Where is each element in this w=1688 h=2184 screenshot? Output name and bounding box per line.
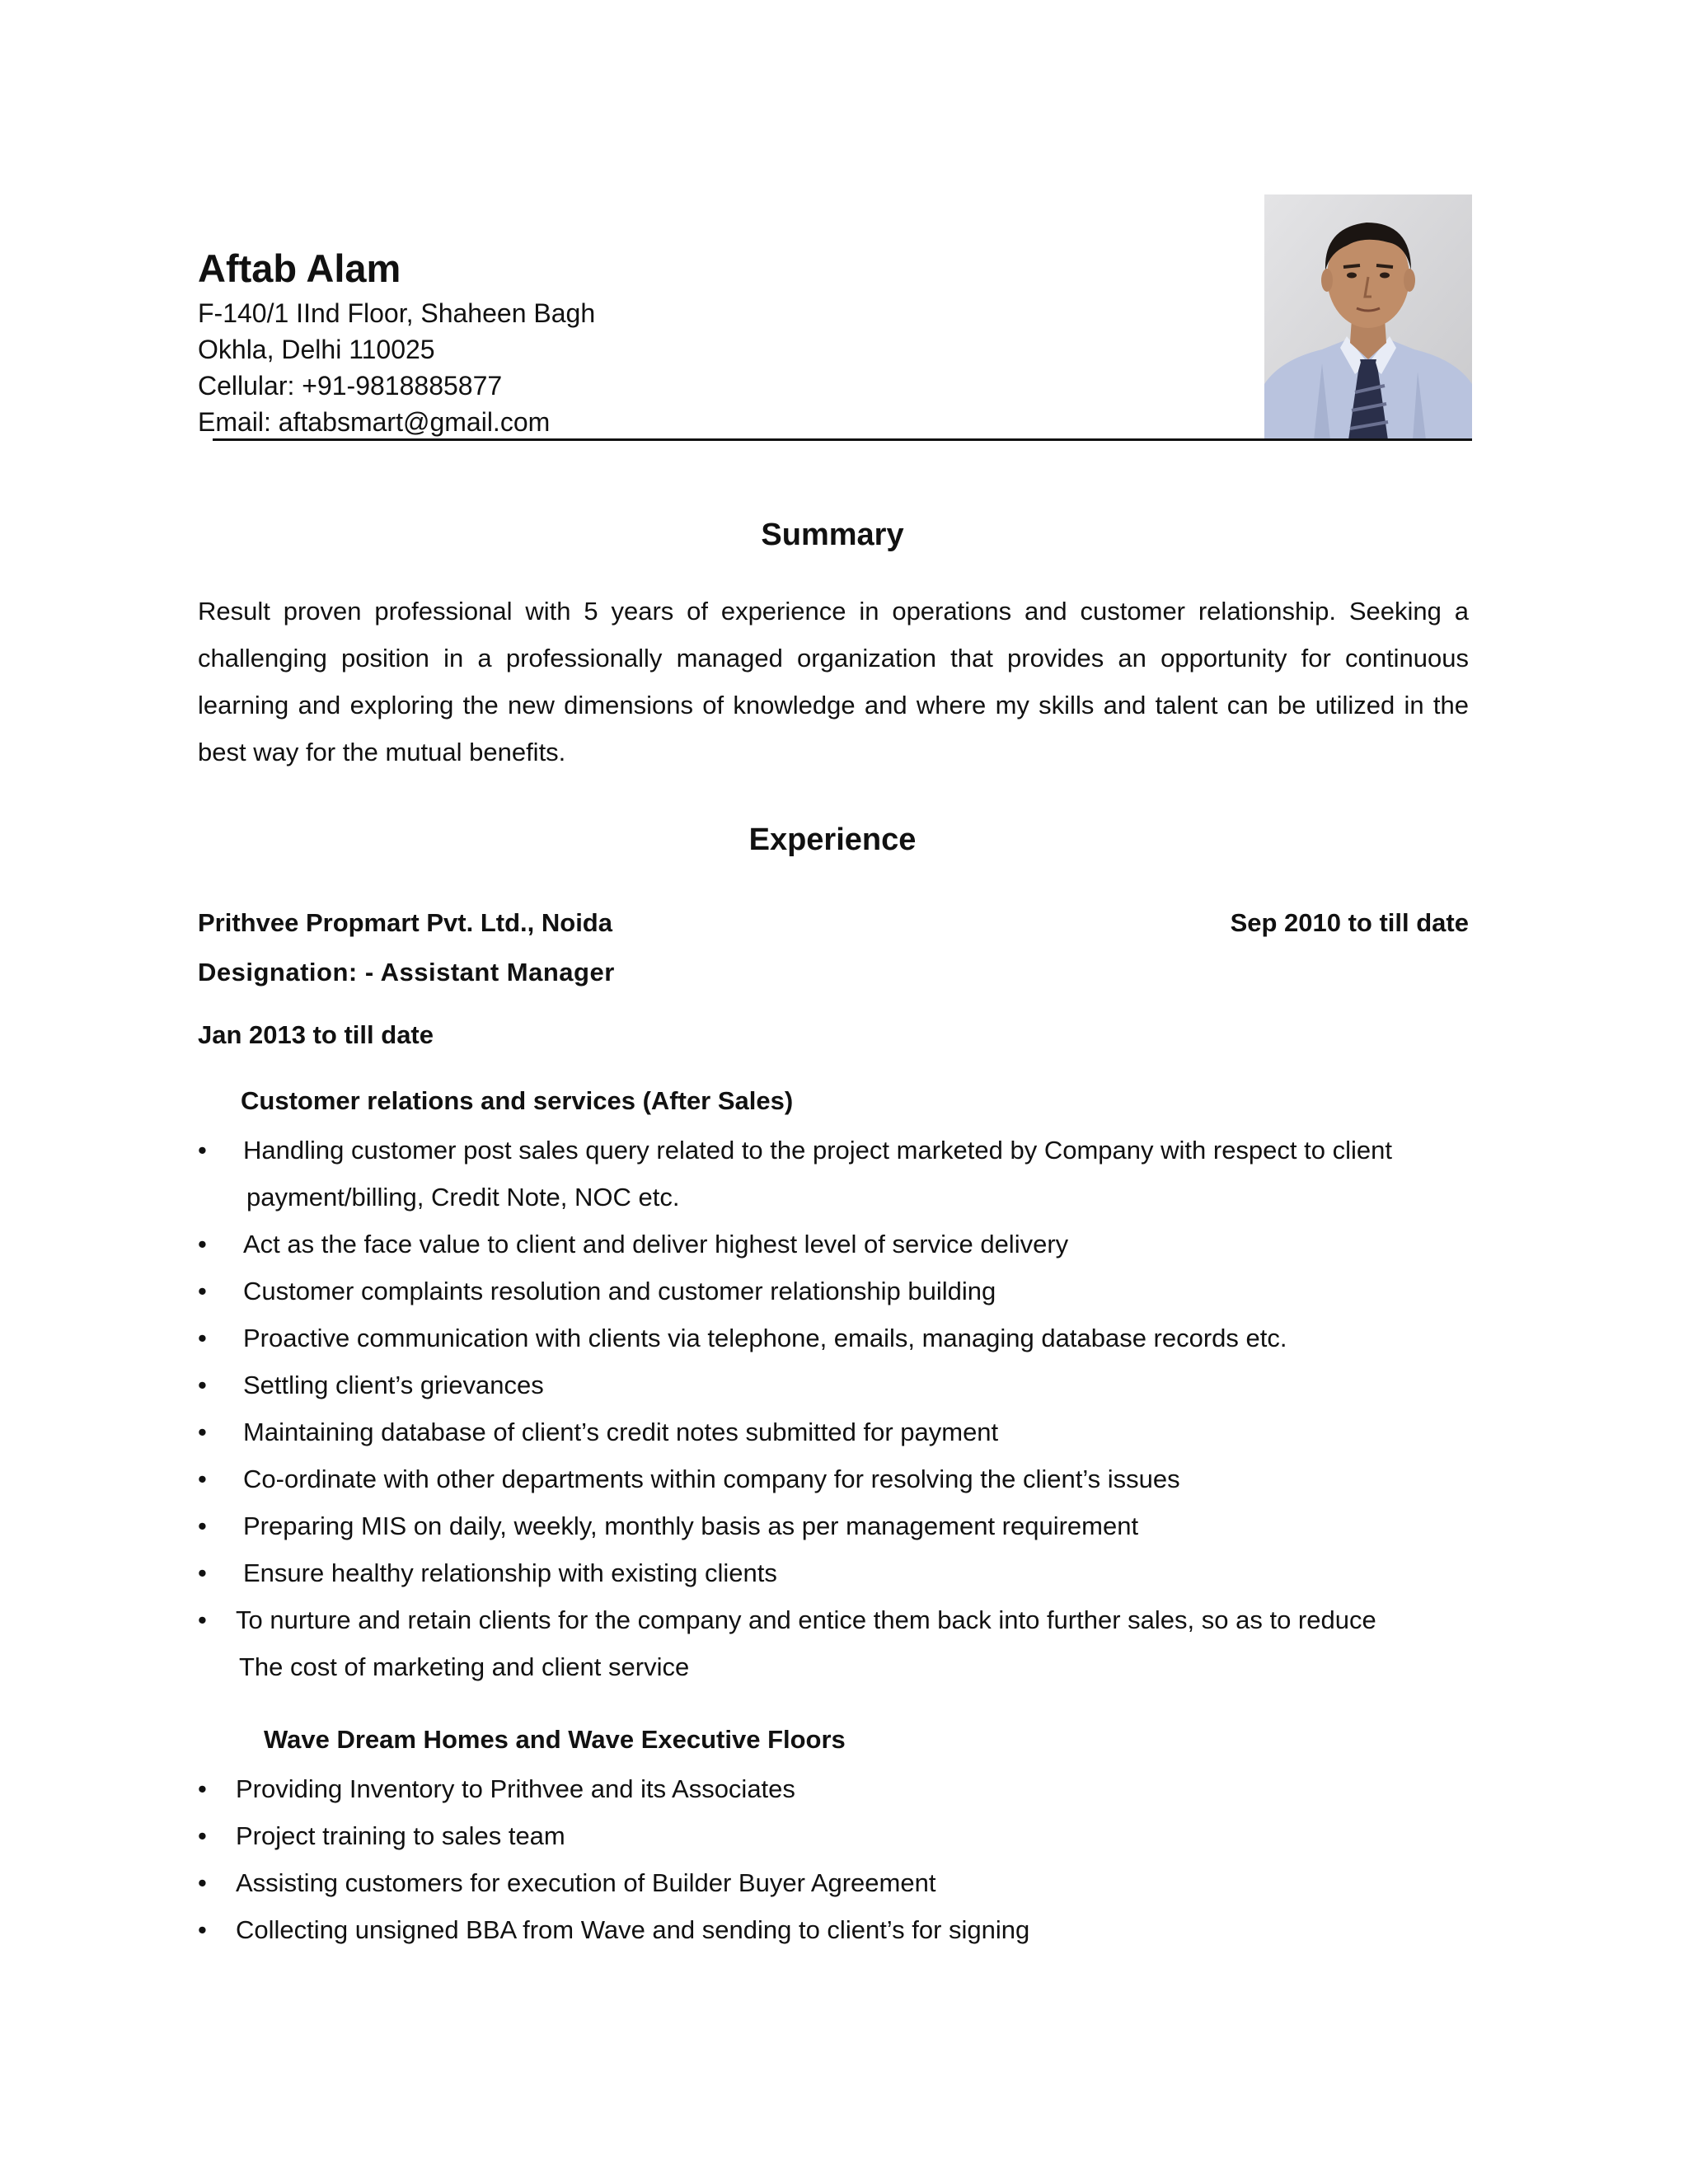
address-line-2: Okhla, Delhi 110025: [198, 335, 435, 364]
header-divider: [213, 438, 1472, 441]
list-item: [198, 1859, 1471, 1906]
summary-text: Result proven professional with 5 years of experience in operations and customer relationship. Seeking a challenging position in a professionally managed organization that provides an opportunity for continuous learning and exploring the new dimensions of knowledge and where my skills and talent can be utilized in the best way for the mutual benefits.: [198, 597, 1469, 766]
profile-photo-illustration: [1264, 194, 1472, 440]
designation: Designation: - Assistant Manager: [198, 958, 615, 987]
list-item-continuation: payment/billing, Credit Note, NOC etc.: [246, 1183, 680, 1212]
list-item-text: Assisting customers for execution of Builder Buyer Agreement: [236, 1868, 936, 1897]
bullet-icon: •: [198, 1277, 207, 1305]
list-item-text: Co-ordinate with other departments within company for resolving the client’s issues: [243, 1465, 1180, 1493]
list-item-text: Ensure healthy relationship with existing clients: [243, 1558, 777, 1587]
list-item-text: Collecting unsigned BBA from Wave and sending to client’s for signing: [236, 1915, 1030, 1944]
list-item: [198, 1549, 1471, 1596]
experience-heading: Experience: [748, 823, 917, 857]
candidate-name: Aftab Alam: [198, 246, 401, 290]
bullet-icon: •: [198, 1324, 207, 1352]
bullet-icon: •: [198, 1511, 207, 1540]
list-item: [198, 1315, 1471, 1361]
list-item-text: Act as the face value to client and deliver highest level of service delivery: [243, 1230, 1069, 1258]
list-item: [198, 1221, 1471, 1268]
wave-homes-list: [198, 1765, 1471, 1953]
section-heading-customer-relations: Customer relations and services (After Sales): [241, 1086, 794, 1115]
company-dates: Sep 2010 to till date: [1230, 908, 1469, 937]
bullet-icon: •: [198, 1230, 207, 1258]
list-item: [198, 1408, 1471, 1455]
list-item: [198, 1906, 1471, 1953]
list-item-continuation: The cost of marketing and client service: [239, 1652, 690, 1681]
bullet-icon: •: [198, 1821, 207, 1850]
list-item: [198, 1765, 1471, 1812]
contact-block: [198, 295, 595, 440]
bullet-icon: •: [198, 1915, 207, 1944]
list-item: [198, 1127, 1471, 1221]
list-item: [198, 1268, 1471, 1315]
bullet-icon: •: [198, 1558, 207, 1587]
bullet-icon: •: [198, 1136, 207, 1165]
list-item: [198, 1596, 1471, 1690]
section-heading-wave-homes: Wave Dream Homes and Wave Executive Floors: [264, 1725, 846, 1754]
list-item: [198, 1361, 1471, 1408]
summary-heading: Summary: [761, 518, 904, 552]
bullet-icon: •: [198, 1774, 207, 1803]
list-item: [198, 1455, 1471, 1502]
address-line-1: F-140/1 IInd Floor, Shaheen Bagh: [198, 298, 596, 328]
company-name: Prithvee Propmart Pvt. Ltd., Noida: [198, 908, 612, 937]
list-item-text: Project training to sales team: [236, 1821, 565, 1850]
bullet-icon: •: [198, 1868, 207, 1897]
bullet-icon: •: [198, 1371, 207, 1399]
list-item-text: Settling client’s grievances: [243, 1371, 544, 1399]
list-item-text: Proactive communication with clients via telephone, emails, managing database records etc.: [243, 1324, 1287, 1352]
phone-number: Cellular: +91-9818885877: [198, 371, 503, 401]
list-item: [198, 1812, 1471, 1859]
list-item-text: Providing Inventory to Prithvee and its Associates: [236, 1774, 795, 1803]
bullet-icon: •: [198, 1465, 207, 1493]
list-item: [198, 1502, 1471, 1549]
role-dates: Jan 2013 to till date: [198, 1020, 434, 1049]
list-item-text: Handling customer post sales query related to the project marketed by Company with respect to client: [243, 1136, 1392, 1165]
profile-photo: [1264, 194, 1472, 440]
email-address: Email: aftabsmart@gmail.com: [198, 407, 551, 437]
bullet-icon: •: [198, 1605, 207, 1634]
list-item-text: Preparing MIS on daily, weekly, monthly basis as per management requirement: [243, 1511, 1139, 1540]
list-item-text: Customer complaints resolution and customer relationship building: [243, 1277, 996, 1305]
bullet-icon: •: [198, 1418, 207, 1446]
customer-relations-list: [198, 1127, 1471, 1690]
list-item-text: Maintaining database of client’s credit notes submitted for payment: [243, 1418, 999, 1446]
list-item-text: To nurture and retain clients for the company and entice them back into further sales, so as to reduce: [236, 1605, 1376, 1634]
